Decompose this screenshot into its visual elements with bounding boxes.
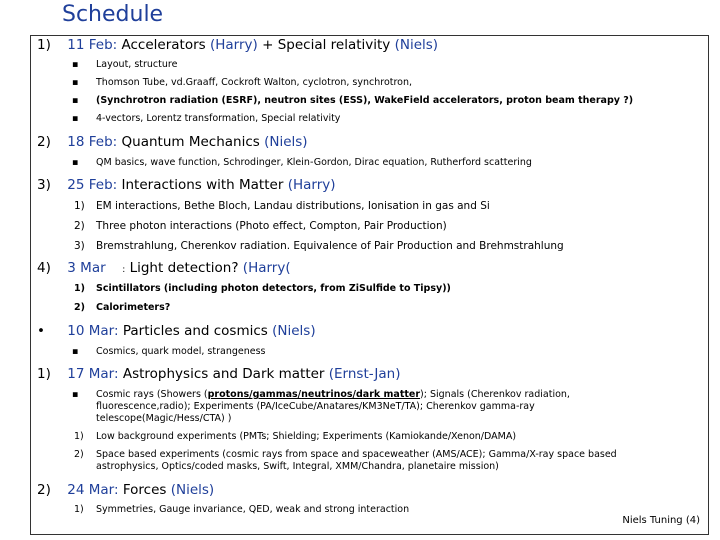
entry-topic-extra: + Special relativity (262, 37, 391, 53)
entry-lecturer: (Niels) (170, 482, 215, 498)
schedule-entry-3 (37, 177, 336, 193)
entry-date: 10 Mar: (67, 323, 119, 339)
list-item-continuation: telescope(Magic/Hess/CTA) ) (96, 413, 232, 424)
entry-topic: Forces (122, 482, 167, 498)
entry-date: 24 Mar: (67, 482, 119, 498)
item-text: Three photon interactions (Photo effect, Compton, Pair Production) (96, 220, 447, 232)
item-number: 1) (74, 200, 85, 212)
item-text: Space based experiments (cosmic rays from space and spaceweather (AMS/ACE); Gamma/X-ray space based (96, 449, 617, 460)
entry-number: 3) (37, 177, 51, 193)
item-text: EM interactions, Bethe Bloch, Landau distributions, Ionisation in gas and Si (96, 200, 490, 212)
list-item (74, 200, 490, 212)
entry-topic: Particles and cosmics (122, 323, 268, 339)
list-item (72, 157, 532, 168)
item-text: Cosmic rays (Showers ( (96, 389, 208, 400)
schedule-entry-2 (37, 134, 308, 150)
item-text: Low background experiments (PMTs; Shielding; Experiments (Kamiokande/Xenon/DAMA) (96, 431, 517, 442)
entry-date: 17 Mar: (67, 366, 119, 382)
list-item (72, 389, 570, 400)
list-item (72, 95, 633, 106)
schedule-entry-7 (37, 482, 214, 498)
item-text: Thomson Tube, vd.Graaff, Cockroft Walton, cyclotron, synchrotron, (96, 77, 413, 88)
item-text: Cosmics, quark model, strangeness (96, 346, 266, 357)
entry-bullet: • (37, 323, 45, 339)
entry-lecturer: (Harry) (209, 37, 258, 53)
bullet: ▪ (72, 59, 79, 70)
list-item (74, 431, 516, 442)
entry-number: 1) (37, 37, 51, 53)
entry-number: 1) (37, 366, 51, 382)
item-text: ); Signals (Cherenkov radiation, (420, 389, 570, 400)
item-number: 1) (74, 504, 84, 515)
entry-lecturer: (Niels) (264, 134, 308, 150)
entry-number: 2) (37, 134, 51, 150)
list-item (74, 302, 170, 313)
item-number: 3) (74, 240, 85, 252)
entry-date: 25 Feb: (67, 177, 118, 193)
bullet: ▪ (72, 346, 79, 357)
bullet: ▪ (72, 95, 79, 106)
list-item (74, 504, 409, 515)
item-number: 2) (74, 302, 85, 313)
list-item (72, 113, 340, 124)
list-item-continuation: astrophysics, Optics/coded masks, Swift, Integral, XMM/Chandra, planetaire mission) (96, 461, 499, 472)
list-item (74, 220, 447, 232)
item-text-underlined: protons/gammas/neutrinos/dark matter (207, 389, 421, 400)
entry-lecturer: (Harry( (242, 260, 291, 276)
bullet: ▪ (72, 157, 79, 168)
item-text: (Synchrotron radiation (ESRF), neutron sites (ESS), WakeField accelerators, proton beam therapy ?) (96, 95, 634, 106)
bullet: ▪ (72, 389, 79, 400)
entry-date: 3 Mar (67, 260, 106, 276)
entry-topic: Astrophysics and Dark matter (122, 366, 325, 382)
item-text: QM basics, wave function, Schrodinger, Klein-Gordon, Dirac equation, Rutherford scattering (96, 157, 532, 168)
entry-lecturer: (Ernst-Jan) (328, 366, 401, 382)
entry-topic: Accelerators (121, 37, 206, 53)
entry-lecturer: (Niels) (272, 323, 316, 339)
list-item-continuation: fluorescence,radio); Experiments (PA/IceCube/Anatares/KM3NeT/TA); Cherenkov gamma-ray (96, 401, 535, 412)
entry-date: 18 Feb: (67, 134, 118, 150)
list-item (72, 77, 412, 88)
list-item (72, 59, 177, 70)
list-item (74, 283, 451, 294)
item-text: Layout, structure (96, 59, 178, 70)
entry-lecturer: (Harry) (287, 177, 336, 193)
item-number: 1) (74, 283, 85, 294)
item-text: Calorimeters? (96, 302, 171, 313)
item-text: Scintillators (including photon detectors, from ZiSulfide to Tipsy)) (96, 283, 451, 294)
bullet: ▪ (72, 77, 79, 88)
page-title: Schedule (62, 2, 164, 27)
entry-number: 2) (37, 482, 51, 498)
item-text: Symmetries, Gauge invariance, QED, weak and strong interaction (96, 504, 410, 515)
bullet: ▪ (72, 113, 79, 124)
list-item (74, 240, 564, 252)
item-number: 1) (74, 431, 84, 442)
schedule-entry-6 (37, 366, 400, 382)
schedule-entry-5 (37, 323, 316, 339)
entry-lecturer-2: (Niels) (394, 37, 439, 53)
entry-number: 4) (37, 260, 51, 276)
entry-topic: Quantum Mechanics (121, 134, 260, 150)
slide-footer: Niels Tuning (4) (622, 515, 700, 526)
list-item (72, 346, 265, 357)
schedule-entry-4 (37, 260, 291, 276)
entry-separator: : (122, 265, 126, 275)
entry-date: 11 Feb: (67, 37, 118, 53)
entry-topic: Interactions with Matter (121, 177, 284, 193)
item-number: 2) (74, 220, 85, 232)
item-text: Bremstrahlung, Cherenkov radiation. Equivalence of Pair Production and Brehmstrahlung (96, 240, 564, 252)
entry-topic: Light detection? (129, 260, 239, 276)
item-number: 2) (74, 449, 84, 460)
list-item (74, 449, 617, 460)
item-text: 4-vectors, Lorentz transformation, Special relativity (96, 113, 341, 124)
schedule-entry-1 (37, 37, 438, 53)
